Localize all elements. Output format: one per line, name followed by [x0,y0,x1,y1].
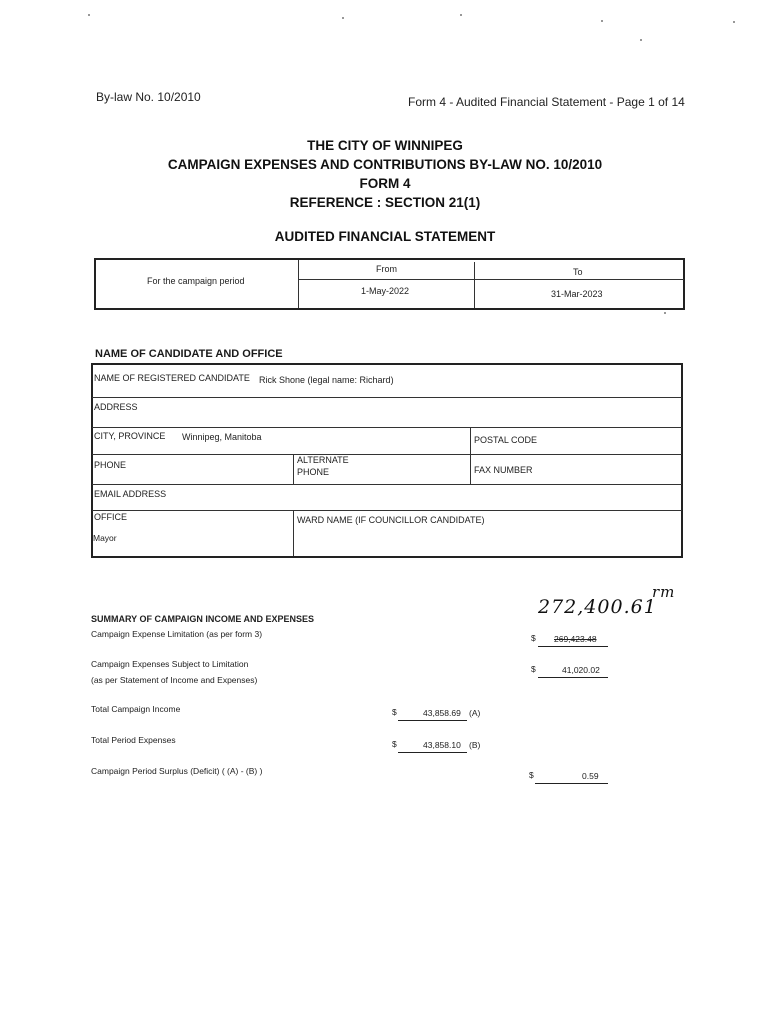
ward-name-label: WARD NAME (IF COUNCILLOR CANDIDATE) [297,515,485,525]
campaign-period-label: For the campaign period [147,276,245,286]
summary-title: SUMMARY OF CAMPAIGN INCOME AND EXPENSES [91,614,315,624]
candidate-row-divider [92,397,682,398]
title-form: FORM 4 [359,176,411,191]
city-province-value: Winnipeg, Manitoba [182,432,262,442]
total-expenses-label: Total Period Expenses [91,735,176,745]
address-label: ADDRESS [94,402,138,412]
city-province-label: CITY, PROVINCE [94,431,166,441]
expense-limit-label: Campaign Expense Limitation (as per form 3) [91,629,263,639]
expense-limit-struck-value: 269,423.48 [554,634,597,644]
amount-underline [538,646,608,647]
email-address-label: EMAIL ADDRESS [94,489,167,499]
scan-speck [664,312,666,314]
handwritten-expense-limit: 272,400.61 [538,596,657,618]
period-from-label: From [376,264,397,274]
candidate-name-value: Rick Shone (legal name: Richard) [259,375,394,385]
currency-symbol: $ [531,633,536,643]
bylaw-number: By-law No. 10/2010 [96,90,201,104]
period-from-value: 1-May-2022 [361,286,410,296]
form-page-indicator: Form 4 - Audited Financial Statement - Page 1 of 14 [408,95,685,109]
scan-speck [88,14,90,16]
amount-underline [538,677,608,678]
total-income-label: Total Campaign Income [91,704,181,714]
surplus-label: Campaign Period Surplus (Deficit) ( (A) - (B) ) [91,766,263,776]
office-value: Mayor [93,533,117,543]
scan-speck [733,21,735,23]
period-to-value: 31-Mar-2023 [551,289,603,299]
currency-symbol: $ [529,770,534,780]
postal-code-label: POSTAL CODE [474,435,538,445]
period-divider [298,279,684,280]
surplus-value: 0.59 [582,771,599,781]
candidate-name-label: NAME OF REGISTERED CANDIDATE [94,373,250,383]
title-city: THE CITY OF WINNIPEG [307,138,463,153]
subtitle-audited-statement: AUDITED FINANCIAL STATEMENT [274,229,496,244]
total-expenses-tag: (B) [469,740,481,750]
scan-speck [601,20,603,22]
scan-speck [342,17,344,19]
phone-label: PHONE [94,460,127,470]
candidate-section-title: NAME OF CANDIDATE AND OFFICE [95,348,283,360]
candidate-row-divider [92,510,682,511]
title-reference: REFERENCE : SECTION 21(1) [289,195,481,210]
total-expenses-value: 43,858.10 [423,740,461,750]
candidate-col-divider [470,427,471,484]
candidate-col-divider [293,454,294,484]
alternate-phone-label-line2: PHONE [297,467,330,477]
office-label: OFFICE [94,512,127,522]
alternate-phone-label-line1: ALTERNATE [297,455,349,465]
fax-number-label: FAX NUMBER [474,465,533,475]
candidate-info-box [91,363,683,558]
subject-to-limit-label-line1: Campaign Expenses Subject to Limitation [91,659,249,669]
total-income-value: 43,858.69 [423,708,461,718]
candidate-row-divider [92,484,682,485]
total-income-tag: (A) [469,708,481,718]
amount-underline [535,783,608,784]
amount-underline [398,720,467,721]
subject-to-limit-value: 41,020.02 [562,665,600,675]
handwritten-initials: rm [652,583,676,601]
currency-symbol: $ [531,664,536,674]
title-bylaw: CAMPAIGN EXPENSES AND CONTRIBUTIONS BY-LAW NO. 10/2010 [167,157,603,172]
currency-symbol: $ [392,707,397,717]
candidate-row-divider [92,454,682,455]
candidate-col-divider [293,510,294,556]
amount-underline [398,752,467,753]
period-divider [474,262,475,308]
candidate-row-divider [92,427,682,428]
period-divider [298,260,299,308]
subject-to-limit-label-line2: (as per Statement of Income and Expenses) [91,675,258,685]
scan-speck [640,39,642,41]
period-to-label: To [573,267,583,277]
currency-symbol: $ [392,739,397,749]
scan-speck [460,14,462,16]
